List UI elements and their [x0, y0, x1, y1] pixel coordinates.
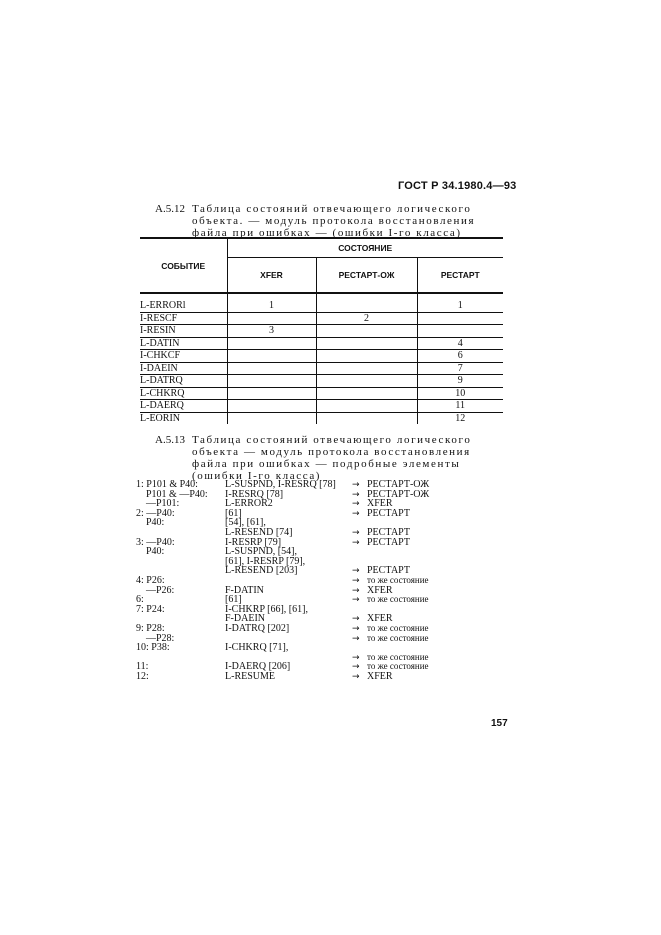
transition-action: [54], [61], [225, 517, 266, 529]
transition-target: то же состояние [367, 574, 429, 585]
transition-action: I-DATRQ [202] [225, 622, 290, 634]
caption-line: файла при ошибках — подробные элементы [192, 458, 461, 470]
transition-target: то же состояние [367, 661, 429, 672]
transition-condition: 9: P28: [136, 622, 165, 634]
transition-action: L-SUSPND, [54], [225, 546, 297, 558]
state-cell: 10 [417, 387, 503, 400]
transition-condition: 12: [136, 670, 149, 682]
transition-condition: P101 & —P40: [146, 488, 208, 500]
transition-row [136, 538, 516, 548]
transition-row [136, 614, 516, 624]
state-cell: 6 [417, 350, 503, 363]
transition-condition: P40: [146, 517, 165, 529]
transition-action: [61] [225, 507, 242, 519]
state-cell [227, 350, 316, 363]
transition-target: то же состояние [367, 651, 429, 662]
transition-condition: 11: [136, 661, 149, 673]
transition-target: XFER [367, 584, 393, 596]
transition-target: РЕСТАРТ [367, 565, 410, 577]
state-cell [227, 337, 316, 350]
transition-row [136, 605, 516, 615]
transition-action: L-ERROR2 [225, 498, 273, 510]
event-cell: L-DATIN [140, 337, 227, 350]
state-cell [227, 400, 316, 413]
transition-row [136, 576, 516, 586]
transition-row [136, 672, 516, 682]
table-row [140, 375, 503, 388]
transition-action: [61], I-RESRP [79], [225, 555, 306, 567]
transition-row [136, 643, 516, 653]
state-cell: 9 [417, 375, 503, 388]
transition-condition: 6: [136, 594, 144, 606]
caption-number: А.5.13 [155, 434, 185, 446]
state-cell: 11 [417, 400, 503, 413]
transition-row [136, 624, 516, 634]
caption-number: А.5.12 [155, 203, 185, 215]
state-cell: 1 [227, 293, 316, 312]
transition-condition: —P101: [146, 498, 180, 510]
state-cell: 2 [316, 312, 417, 325]
transition-action: [61] [225, 594, 242, 606]
standard-header: ГОСТ Р 34.1980.4—93 [398, 180, 517, 192]
event-cell: I-RESIN [140, 325, 227, 338]
caption-line: Таблица состояний отвечающего логического [192, 203, 472, 215]
transition-action: L-RESEND [74] [225, 526, 293, 538]
event-cell: I-RESCF [140, 312, 227, 325]
column-header-restart-wait: РЕСТАРТ-ОЖ [316, 258, 417, 294]
transition-condition: 1: P101 & P40: [136, 479, 198, 490]
state-cell: 4 [417, 337, 503, 350]
transition-row [136, 586, 516, 596]
event-cell: L-DATRQ [140, 375, 227, 388]
state-cell [316, 293, 417, 312]
transition-condition: P40: [146, 546, 165, 558]
table-row [140, 412, 503, 424]
transition-target: то же состояние [367, 622, 429, 633]
transition-row [136, 634, 516, 644]
state-cell [227, 412, 316, 424]
event-column-header: СОБЫТИЕ [140, 238, 227, 293]
table-row [140, 362, 503, 375]
transition-condition: —P26: [146, 584, 175, 596]
transition-target: то же состояние [367, 632, 429, 643]
transition-action: I-RESRP [79] [225, 536, 282, 548]
transition-action: I-CHKRP [66], [61], [225, 603, 308, 615]
transition-condition: 7: P24: [136, 603, 165, 615]
transition-condition: —P28: [146, 632, 175, 644]
state-cell [316, 350, 417, 363]
state-cell [316, 375, 417, 388]
transition-target: XFER [367, 670, 393, 682]
transition-row [136, 595, 516, 605]
caption-line: (ошибки I-го класса) [192, 470, 322, 482]
table-row [140, 400, 503, 413]
page-number: 157 [491, 718, 508, 729]
table-row [140, 325, 503, 338]
state-cell [417, 325, 503, 338]
state-group-header: СОСТОЯНИЕ [227, 238, 503, 258]
transition-target: РЕСТАРТ [367, 507, 410, 519]
transition-row [136, 566, 516, 576]
caption-line: файла при ошибках — (ошибки I-го класса) [192, 227, 462, 239]
transition-row [136, 499, 516, 509]
state-cell [316, 400, 417, 413]
transition-row [136, 490, 516, 500]
transition-row [136, 518, 516, 528]
state-cell: 12 [455, 412, 466, 424]
transition-row [136, 557, 516, 567]
transition-row [136, 662, 516, 672]
transition-action: L-SUSPND, I-RESRQ [78] [225, 479, 336, 490]
table-row [140, 312, 503, 325]
transition-row [136, 653, 516, 663]
state-cell [227, 387, 316, 400]
transition-condition: 4: P26: [136, 574, 165, 586]
transition-action: I-RESRQ [78] [225, 488, 284, 500]
transition-action: F-DAEIN [225, 613, 265, 625]
caption-text [192, 203, 475, 239]
transition-action: L-RESUME [225, 670, 275, 682]
column-header-restart: РЕСТАРТ [417, 258, 503, 294]
state-cell: 3 [227, 325, 316, 338]
caption-line: Таблица состояний отвечающего логического [192, 434, 472, 446]
transition-condition: 10: P38: [136, 642, 170, 654]
transition-row [136, 528, 516, 538]
table-row [140, 350, 503, 363]
event-cell: L-DAERQ [140, 400, 227, 413]
event-cell: L-ERRORl [140, 293, 227, 312]
transition-list [136, 480, 516, 681]
transition-target: XFER [367, 613, 393, 625]
state-cell [227, 312, 316, 325]
table-row [140, 337, 503, 350]
transition-action: I-DAERQ [206] [225, 661, 291, 673]
state-cell [316, 412, 417, 424]
transition-row [136, 509, 516, 519]
transition-target: то же состояние [367, 594, 429, 605]
transition-action: F-DATIN [225, 584, 264, 596]
event-cell: L-EORIN [140, 412, 227, 424]
state-cell [316, 387, 417, 400]
caption-line: объекта. — модуль протокола восстановления [192, 215, 476, 227]
state-cell: 7 [417, 362, 503, 375]
state-cell [316, 337, 417, 350]
transition-target: XFER [367, 498, 393, 510]
column-header-xfer: XFER [227, 258, 316, 294]
state-cell [316, 325, 417, 338]
transition-row [136, 547, 516, 557]
transition-target: РЕСТАРТ-ОЖ [367, 479, 430, 490]
state-cell [227, 362, 316, 375]
transition-target: РЕСТАРТ [367, 526, 410, 538]
state-cell: 1 [417, 293, 503, 312]
state-cell [316, 362, 417, 375]
transition-target: РЕСТАРТ-ОЖ [367, 488, 430, 500]
state-table [140, 237, 503, 424]
table-row [140, 293, 503, 312]
table-row [140, 387, 503, 400]
transition-action: I-CHKRQ [71], [225, 642, 289, 654]
event-cell: I-DAEIN [140, 362, 227, 375]
transition-condition: 2: —P40: [136, 507, 175, 519]
state-cell [227, 375, 316, 388]
arrow-icon [352, 672, 360, 683]
event-cell: I-CHKCF [140, 350, 227, 363]
state-cell [417, 312, 503, 325]
event-cell: L-CHKRQ [140, 387, 227, 400]
transition-condition: 3: —P40: [136, 536, 175, 548]
caption-line: объекта — модуль протокола восстановления [192, 446, 471, 458]
caption-text [192, 434, 471, 482]
transition-action: L-RESEND [203] [225, 565, 298, 577]
transition-target: РЕСТАРТ [367, 536, 410, 548]
